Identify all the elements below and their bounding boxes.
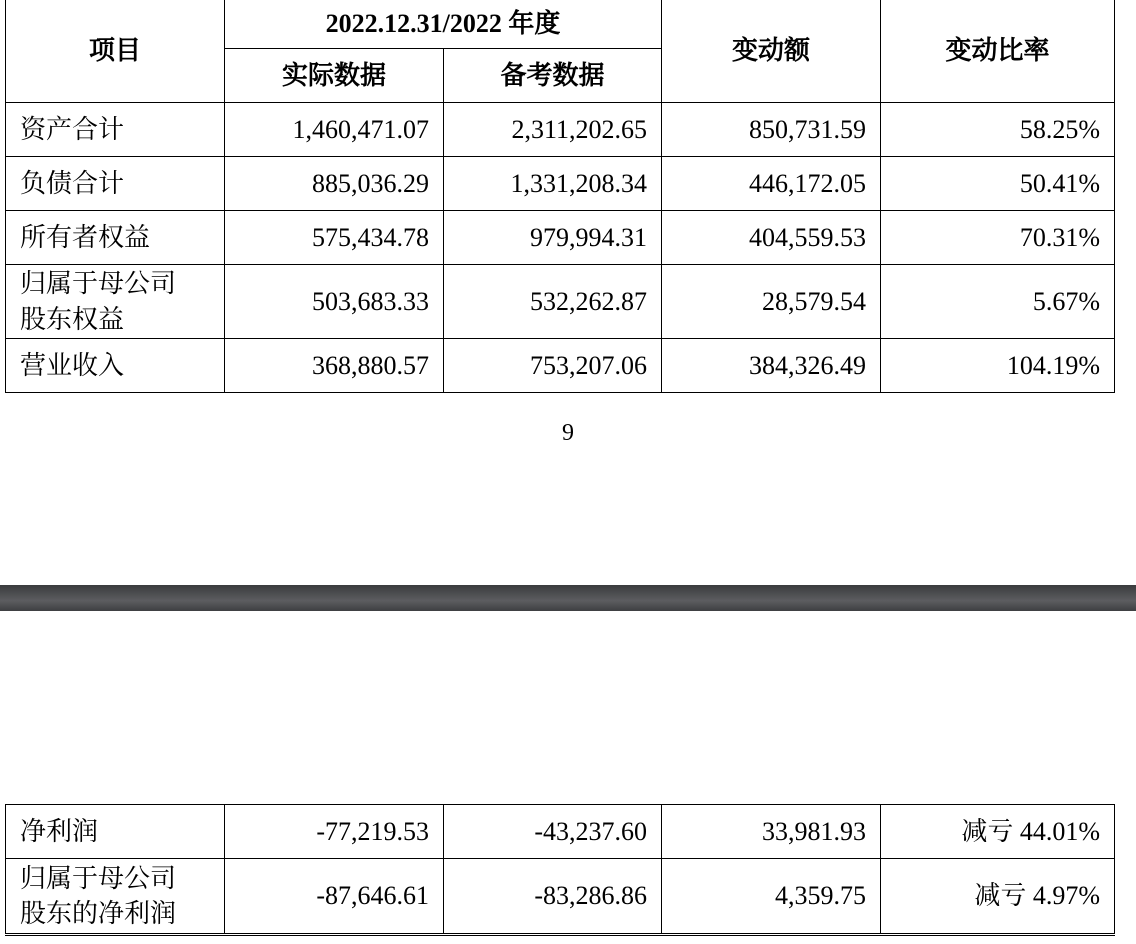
financial-table-page-1 [5, 0, 1115, 393]
ratio-value: 5.67% [881, 265, 1115, 339]
table-row [6, 265, 1115, 339]
header-actual: 实际数据 [225, 49, 444, 103]
financial-table-page-2 [5, 804, 1115, 936]
ratio-value: 50.41% [881, 157, 1115, 211]
page-separator [0, 585, 1136, 611]
pro-forma-value: -43,237.60 [444, 805, 662, 859]
ratio-value: 减亏 4.97% [881, 859, 1115, 935]
row-label: 归属于母公司 股东权益 [6, 265, 225, 339]
header-change-amount: 变动额 [662, 0, 881, 103]
actual-value: 503,683.33 [225, 265, 444, 339]
change-value: 384,326.49 [662, 339, 881, 393]
pro-forma-value: 2,311,202.65 [444, 103, 662, 157]
actual-value: 1,460,471.07 [225, 103, 444, 157]
header-pro-forma: 备考数据 [444, 49, 662, 103]
page-number: 9 [562, 420, 574, 446]
table-row [6, 103, 1115, 157]
change-value: 4,359.75 [662, 859, 881, 935]
actual-value: 885,036.29 [225, 157, 444, 211]
row-label: 资产合计 [6, 103, 225, 157]
pro-forma-value: 753,207.06 [444, 339, 662, 393]
row-label: 所有者权益 [6, 211, 225, 265]
row-label: 归属于母公司 股东的净利润 [6, 859, 225, 935]
table-row [6, 211, 1115, 265]
pro-forma-value: 1,331,208.34 [444, 157, 662, 211]
table-row [6, 805, 1115, 859]
header-row-1 [6, 0, 1115, 49]
row-label: 净利润 [6, 805, 225, 859]
ratio-value: 58.25% [881, 103, 1115, 157]
pro-forma-value: -83,286.86 [444, 859, 662, 935]
change-value: 33,981.93 [662, 805, 881, 859]
ratio-value: 减亏 44.01% [881, 805, 1115, 859]
actual-value: -87,646.61 [225, 859, 444, 935]
table-row [6, 339, 1115, 393]
header-item: 项目 [6, 0, 225, 103]
change-value: 404,559.53 [662, 211, 881, 265]
pro-forma-value: 979,994.31 [444, 211, 662, 265]
ratio-value: 104.19% [881, 339, 1115, 393]
row-label: 负债合计 [6, 157, 225, 211]
actual-value: -77,219.53 [225, 805, 444, 859]
table-row [6, 859, 1115, 935]
change-value: 850,731.59 [662, 103, 881, 157]
row-label: 营业收入 [6, 339, 225, 393]
actual-value: 575,434.78 [225, 211, 444, 265]
ratio-value: 70.31% [881, 211, 1115, 265]
change-value: 28,579.54 [662, 265, 881, 339]
actual-value: 368,880.57 [225, 339, 444, 393]
header-change-ratio: 变动比率 [881, 0, 1115, 103]
header-period: 2022.12.31/2022 年度 [225, 0, 662, 49]
pro-forma-value: 532,262.87 [444, 265, 662, 339]
change-value: 446,172.05 [662, 157, 881, 211]
table-row [6, 157, 1115, 211]
